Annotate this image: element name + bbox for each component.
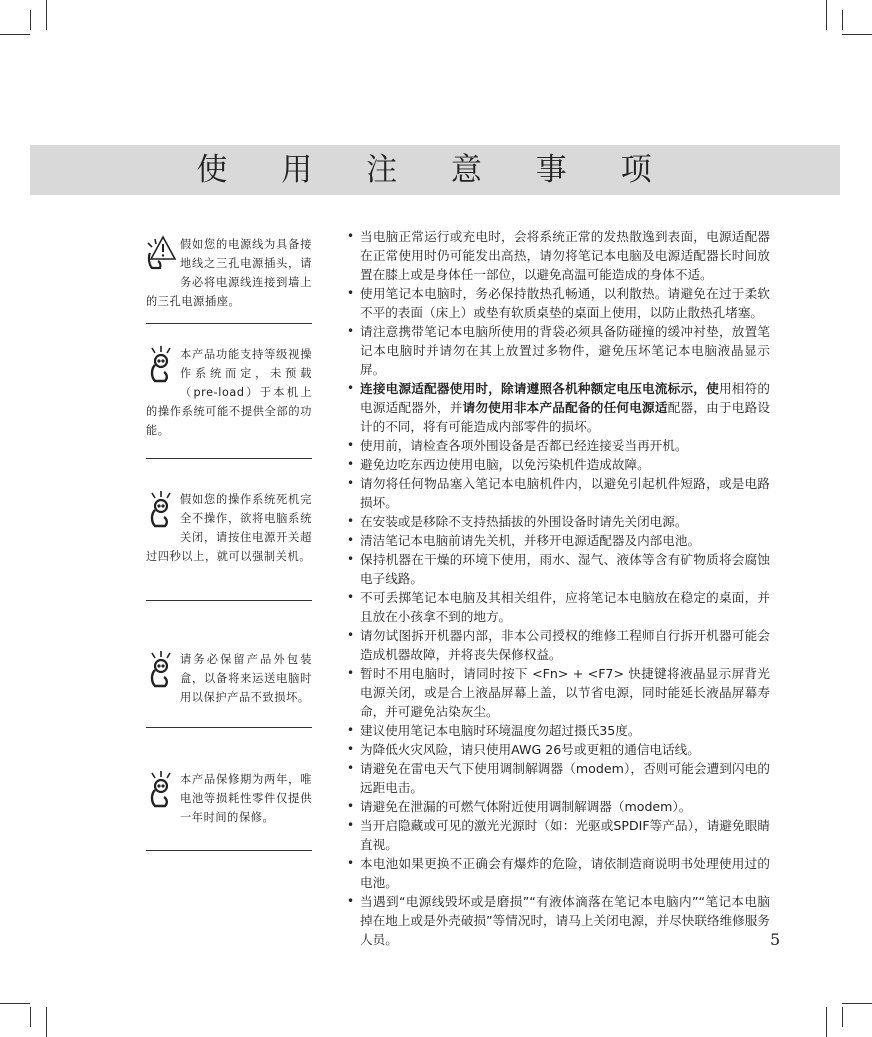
side-note-5 xyxy=(146,770,312,827)
side-note-text: 请务必保留产品外包装盒，以备将来运送电脑时用以保护产品不致损坏。 xyxy=(180,653,312,704)
crop-mark xyxy=(0,34,30,35)
page-title: 使 用 注 意 事 项 xyxy=(196,152,674,188)
crop-mark xyxy=(46,1007,47,1037)
bold-text: 请勿使用非本产品配备的任何电源适 xyxy=(462,400,668,415)
warning-icon xyxy=(146,235,176,275)
list-item: • 当电脑正常运行或充电时，会将系统正常的发热散逸到表面，电源适配器在正常使用时仍可能发出高热，请勿将笔记本电脑及电源适配器长时间放置在膝上或是身体任一部位，以避免高温可能造成的身体不适。 xyxy=(345,227,770,284)
note-divider xyxy=(146,600,312,601)
crop-mark xyxy=(826,0,827,30)
list-item: • 请勿将任何物品塞入笔记本电脑机件内，以避免引起机件短路，或是电路损坏。 xyxy=(345,474,770,512)
crop-mark xyxy=(842,1007,843,1027)
list-item: • 请避免在雷电天气下使用调制解调器（modem），否则可能会遭到闪电的远距电击。 xyxy=(345,759,770,797)
crop-mark xyxy=(46,0,47,30)
crop-mark xyxy=(0,1003,30,1004)
crop-mark xyxy=(30,10,31,30)
side-note-text: 假如您的操作系统死机完全不操作，欲将电脑系统关闭，请按住电源开关超过四秒以上，就可以强制关机。 xyxy=(146,493,312,563)
list-item: • 请注意携带笔记本电脑所使用的背袋必须具备防碰撞的缓冲衬垫，放置笔记本电脑时并请勿在其上放置过多物件，避免压坏笔记本电脑液晶显示屏。 xyxy=(345,322,770,379)
list-item xyxy=(345,379,770,436)
list-item: • 为降低火灾风险，请只使用AWG 26号或更粗的通信电话线。 xyxy=(345,740,770,759)
list-item: • 暂时不用电脑时，请同时按下 <Fn> + <F7> 快捷键将液晶显示屏背光电源关闭，或是合上液晶屏幕上盖，以节省电源，同时能延长液晶屏幕寿命，并可避免沾染灰尘。 xyxy=(345,664,770,721)
title-band xyxy=(30,145,840,195)
idea-icon xyxy=(146,490,176,530)
crop-mark xyxy=(30,1007,31,1027)
list-item: • 使用前，请检查各项外围设备是否都已经连接妥当再开机。 xyxy=(345,436,770,455)
idea-icon xyxy=(146,770,176,810)
list-item: • 保持机器在干燥的环境下使用，雨水、湿气、液体等含有矿物质将会腐蚀电子线路。 xyxy=(345,550,770,588)
list-item: • 请避免在泄漏的可燃气体附近使用调制解调器（modem）。 xyxy=(345,797,770,816)
list-item-text: 用相符的电源适配器外，并 xyxy=(360,381,771,415)
side-note-text: 本产品功能支持等级视操作系统而定，未预载（pre-load）于本机上的操作系统可能不提供全部的功能。 xyxy=(146,348,312,437)
note-divider xyxy=(146,727,312,728)
list-item: • 请勿试图拆开机器内部，非本公司授权的维修工程师自行拆开机器可能会造成机器故障，并将丧失保修权益。 xyxy=(345,626,770,664)
side-note-text: 本产品保修期为两年，唯电池等损耗性零件仅提供一年时间的保修。 xyxy=(180,773,312,824)
note-divider xyxy=(146,458,312,459)
list-item: • 建议使用笔记本电脑时环境温度勿超过摄氏35度。 xyxy=(345,721,770,740)
side-note-text: 假如您的电源线为具备接地线之三孔电源插头，请务必将电源线连接到墙上的三孔电源插座。 xyxy=(146,238,312,308)
list-item: • 当开启隐藏或可见的激光光源时（如：光驱或SPDIF等产品），请避免眼睛直视。 xyxy=(345,816,770,854)
idea-icon xyxy=(146,345,176,385)
list-item-text: 配器，由于电路设计的不同，将有可能造成内部零件的损坏。 xyxy=(360,400,771,434)
crop-mark xyxy=(826,1007,827,1037)
note-divider xyxy=(146,323,312,324)
idea-icon xyxy=(146,650,176,690)
list-item: • 本电池如果更换不正确会有爆炸的危险，请依制造商说明书处理使用过的电池。 xyxy=(345,854,770,892)
list-item: • 当遇到“电源线毁坏或是磨损”“有液体滴落在笔记本电脑内”“笔记本电脑掉在地上或是外壳破损”等情况时，请马上关闭电源，并尽快联络维修服务人员。 xyxy=(345,892,770,949)
list-item: • 避免边吃东西边使用电脑，以免污染机件造成故障。 xyxy=(345,455,770,474)
list-item: • 不可丢掷笔记本电脑及其相关组件，应将笔记本电脑放在稳定的桌面，并且放在小孩拿不到的地方。 xyxy=(345,588,770,626)
bold-text: 连接电源适配器使用时，除请遵照各机种额定电压电流标示，使 xyxy=(360,381,719,396)
side-note-4 xyxy=(146,650,312,707)
note-divider xyxy=(146,850,312,851)
crop-mark xyxy=(842,1003,872,1004)
precautions-list xyxy=(345,227,770,949)
list-item: • 在安装或是移除不支持热插拔的外围设备时请先关闭电源。 xyxy=(345,512,770,531)
crop-mark xyxy=(842,10,843,30)
side-note-1 xyxy=(146,235,312,311)
list-item: • 清洁笔记本电脑前请先关机，并移开电源适配器及内部电池。 xyxy=(345,531,770,550)
crop-mark xyxy=(842,34,872,35)
side-note-3 xyxy=(146,490,312,566)
side-note-2 xyxy=(146,345,312,440)
list-item: • 使用笔记本电脑时，务必保持散热孔畅通，以利散热。请避免在过于柔软不平的表面（床上）或垫有软质桌垫的桌面上使用，以防止散热孔堵塞。 xyxy=(345,284,770,322)
page-number: 5 xyxy=(770,930,781,949)
